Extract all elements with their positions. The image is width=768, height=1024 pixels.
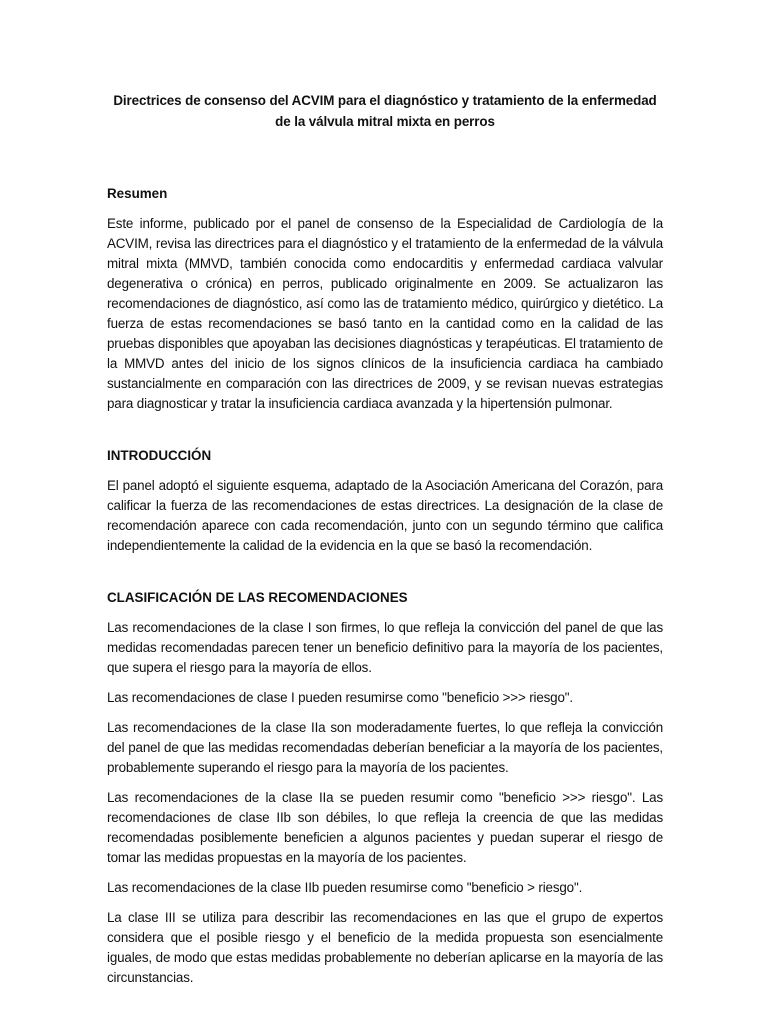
paragraph-clase-iii: La clase III se utiliza para describir las recomendaciones en las que el grupo de expertos considera que el posible riesgo y el beneficio de la medida propuesta son esencialmente iguales, de modo que estas medidas probablemente no deberían aplicarse en la mayoría de las circunstancias. xyxy=(107,910,663,985)
paragraph-resumen: Este informe, publicado por el panel de consenso de la Especialidad de Cardiología de la ACVIM, revisa las directrices para el diagnóstico y el tratamiento de la enfermedad de la válvula mitral mixta (MMVD, también conocida como endocarditis y enfermedad cardiaca valvular degenerativa o crónica) en perros, publicado originalmente en 2009. Se actualizaron las recomendaciones de diagnóstico, así como las de tratamiento médico, quirúrgico y dietético. La fuerza de estas recomendaciones se basó tanto en la cantidad como en la calidad de las pruebas disponibles que apoyaban las decisiones diagnósticas y terapéuticas. El tratamiento de la MMVD antes del inicio de los signos clínicos de la insuficiencia cardiaca ha cambiado sustancialmente en comparación con las directrices de 2009, y se revisan nuevas estrategias para diagnosticar y tratar la insuficiencia cardiaca avanzada y la hipertensión pulmonar. xyxy=(107,216,663,411)
paragraph-clase-i-resumen: Las recomendaciones de clase I pueden resumirse como "beneficio >>> riesgo". xyxy=(107,690,573,705)
section-clasificacion xyxy=(107,588,663,988)
section-heading-introduccion: INTRODUCCIÓN xyxy=(107,448,212,463)
section-resumen xyxy=(107,184,663,414)
document-title: Directrices de consenso del ACVIM para el diagnóstico y tratamiento de la enfermedad de la válvula mitral mixta en perros xyxy=(113,93,657,129)
paragraph-clase-iia: Las recomendaciones de la clase IIa son moderadamente fuertes, lo que refleja la convicción del panel de que las medidas recomendadas deberían beneficiar a la mayoría de los pacientes, probablemente superando el riesgo para la mayoría de los pacientes. xyxy=(107,720,663,775)
spacer xyxy=(107,566,663,588)
section-introduccion xyxy=(107,446,663,556)
spacer xyxy=(107,424,663,446)
paragraph-clase-iib-resumen: Las recomendaciones de la clase IIb pueden resumirse como "beneficio > riesgo". xyxy=(107,880,583,895)
paragraph-clase-iia-iib: Las recomendaciones de la clase IIa se pueden resumir como "beneficio >>> riesgo". Las recomendaciones de clase IIb son débiles, lo que refleja la creencia de que las medidas recomendadas posiblemente beneficien a algunos pacientes y puedan superar el riesgo de tomar las medidas propuestas en la mayoría de los pacientes. xyxy=(107,790,663,865)
section-heading-clasificacion: CLASIFICACIÓN DE LAS RECOMENDACIONES xyxy=(107,590,408,605)
paragraph-clase-i: Las recomendaciones de la clase I son firmes, lo que refleja la convicción del panel de que las medidas recomendadas parecen tener un beneficio definitivo para la mayoría de los pacientes, que supera el riesgo para la mayoría de ellos. xyxy=(107,620,663,675)
paragraph-introduccion: El panel adoptó el siguiente esquema, adaptado de la Asociación Americana del Corazón, para calificar la fuerza de las recomendaciones de estas directrices. La designación de la clase de recomendación aparece con cada recomendación, junto con un segundo término que califica independientemente la calidad de la evidencia en la que se basó la recomendación. xyxy=(107,478,663,553)
section-heading-resumen: Resumen xyxy=(107,186,168,201)
